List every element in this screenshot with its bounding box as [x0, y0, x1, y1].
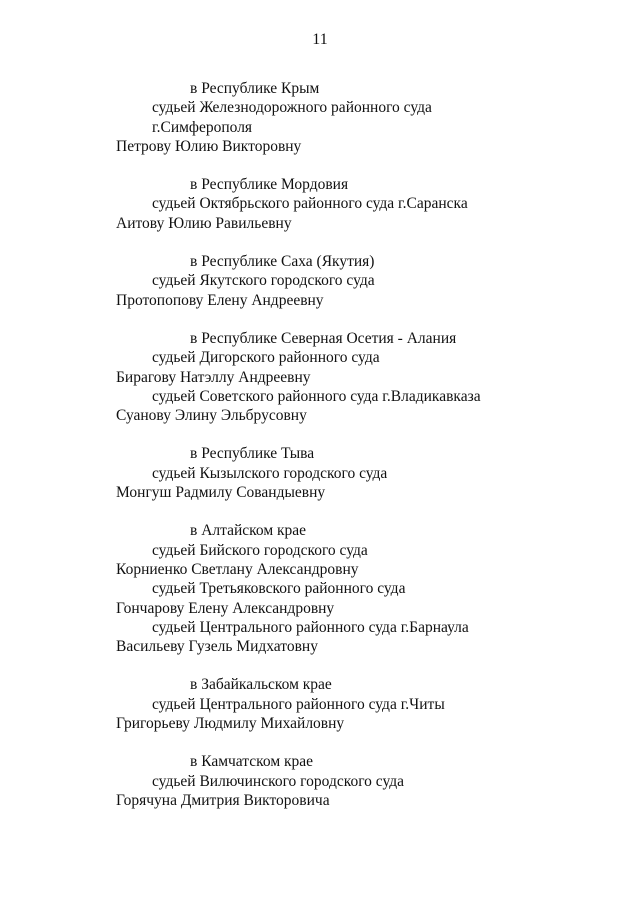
- region-heading: в Республике Крым: [190, 80, 320, 97]
- appointment-section: [0, 79, 640, 156]
- region-heading: в Республике Северная Осетия - Алания: [190, 329, 457, 347]
- appointment-section: [0, 521, 640, 656]
- region-heading: в Алтайском крае: [190, 522, 307, 540]
- appointment-section: [0, 444, 640, 502]
- judge-name: Гончарову Елену Александровну: [116, 599, 335, 617]
- region-heading: в Республике Мордовия: [190, 176, 349, 194]
- judge-name: Корниенко Светлану Александровну: [116, 560, 359, 578]
- judge-name: Протопопову Елену Андреевну: [116, 291, 324, 309]
- court-position: судьей Третьяковского районного суда: [152, 580, 406, 598]
- judge-name: Петрову Юлию Викторовну: [116, 137, 302, 155]
- judge-name: Горячуна Дмитрия Викторовича: [116, 791, 330, 809]
- court-position: судьей Якутского городского суда: [152, 272, 375, 290]
- judge-name: Григорьеву Людмилу Михайловну: [116, 715, 345, 733]
- document-body: [0, 79, 640, 829]
- court-position: судьей Дигорского районного суда: [152, 349, 380, 367]
- region-heading: в Камчатском крае: [190, 753, 314, 771]
- court-position-continuation: г.Симферополя: [152, 118, 253, 136]
- court-position: судьей Вилючинского городского суда: [152, 772, 405, 790]
- appointment-section: [0, 675, 640, 733]
- judge-name: Васильеву Гузель Мидхатовну: [116, 638, 318, 656]
- court-position: судьей Бийского городского суда: [152, 541, 368, 559]
- appointment-section: [0, 175, 640, 233]
- court-position: судьей Центрального районного суда г.Читы: [152, 695, 445, 713]
- court-position: судьей Железнодорожного районного суда: [152, 99, 432, 117]
- judge-name: Аитову Юлию Равильевну: [116, 214, 292, 232]
- region-heading: в Республике Тыва: [190, 445, 315, 463]
- judge-name: Суанову Элину Эльбрусовну: [116, 407, 307, 425]
- region-heading: в Забайкальском крае: [190, 676, 332, 694]
- court-position: судьей Центрального районного суда г.Барнаула: [152, 618, 469, 636]
- appointment-section: [0, 329, 640, 425]
- judge-name: Монгуш Радмилу Совандыевну: [116, 484, 326, 502]
- court-position: судьей Кызылского городского суда: [152, 464, 388, 482]
- court-position: судьей Октябрьского районного суда г.Саранска: [152, 195, 468, 213]
- page-number: 11: [312, 31, 328, 48]
- region-heading: в Республике Саха (Якутия): [190, 253, 375, 271]
- appointment-section: [0, 252, 640, 310]
- judge-name: Бирагову Натэллу Андреевну: [116, 368, 311, 386]
- appointment-section: [0, 752, 640, 810]
- court-position: судьей Советского районного суда г.Владикавказа: [152, 387, 481, 405]
